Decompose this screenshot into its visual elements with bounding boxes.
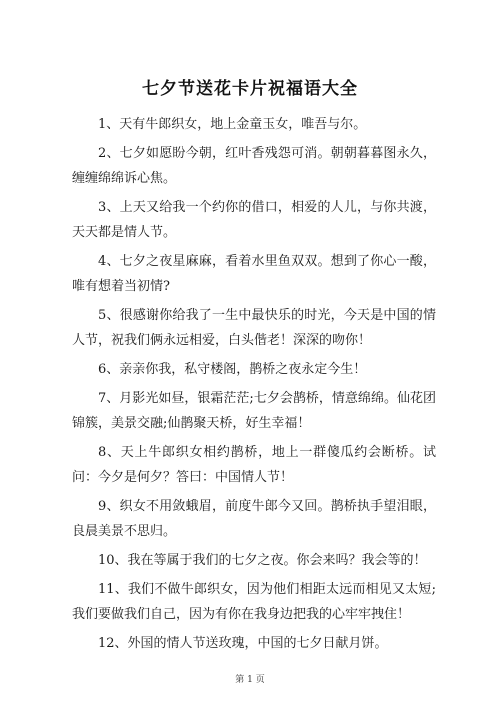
paragraph-1: 1、天有牛郎织女，地上金童玉女，唯吾与尔。 bbox=[98, 117, 367, 132]
paragraph-11: 11、我们不做牛郎织女，因为他们相距太远而相见又太短;我们要做我们自己，因为有你在我身边把我的心牢牢拽住！ bbox=[72, 582, 436, 622]
paragraph-5: 5、很感谢你给我了一生中最快乐的时光，今天是中国的情人节，祝我们俩永远相爱，白头偕老！深深的吻你！ bbox=[72, 308, 436, 348]
paragraph-4: 4、七夕之夜星麻麻，看着水里鱼双双。想到了你心一酸，唯有想着当初情? bbox=[72, 254, 436, 294]
document-body bbox=[72, 112, 436, 660]
paragraph-10: 10、我在等属于我们的七夕之夜。你会来吗？我会等的！ bbox=[98, 553, 427, 568]
paragraph-6: 6、亲亲你我，私守楼阁，鹊桥之夜永定今生！ bbox=[98, 362, 367, 377]
page-number: 第 1 页 bbox=[235, 675, 265, 685]
paragraph-3: 3、上天又给我一个约你的借口，相爱的人儿，与你共渡，天天都是情人节。 bbox=[72, 200, 436, 240]
page-title: 七夕节送花卡片祝福语大全 bbox=[142, 79, 358, 99]
paragraph-12: 12、外国的情人节送玫瑰，中国的七夕日献月饼。 bbox=[98, 636, 388, 651]
paragraph-7: 7、月影光如昼，银霜茫茫;七夕会鹊桥，情意绵绵。仙花团锦簇，美景交融;仙鹊聚天桥，好生幸福！ bbox=[72, 391, 436, 431]
paragraph-9: 9、织女不用敛蛾眉，前度牛郎今又回。鹊桥执手望泪眼，良晨美景不思归。 bbox=[72, 499, 436, 539]
paragraph-8: 8、天上牛郎织女相约鹊桥，地上一群傻瓜约会断桥。试问：今夕是何夕？答曰：中国情人节！ bbox=[72, 445, 436, 485]
paragraph-2: 2、七夕如愿盼今朝，红叶香残怨可消。朝朝暮暮图永久，缠缠绵绵诉心焦。 bbox=[72, 146, 436, 186]
